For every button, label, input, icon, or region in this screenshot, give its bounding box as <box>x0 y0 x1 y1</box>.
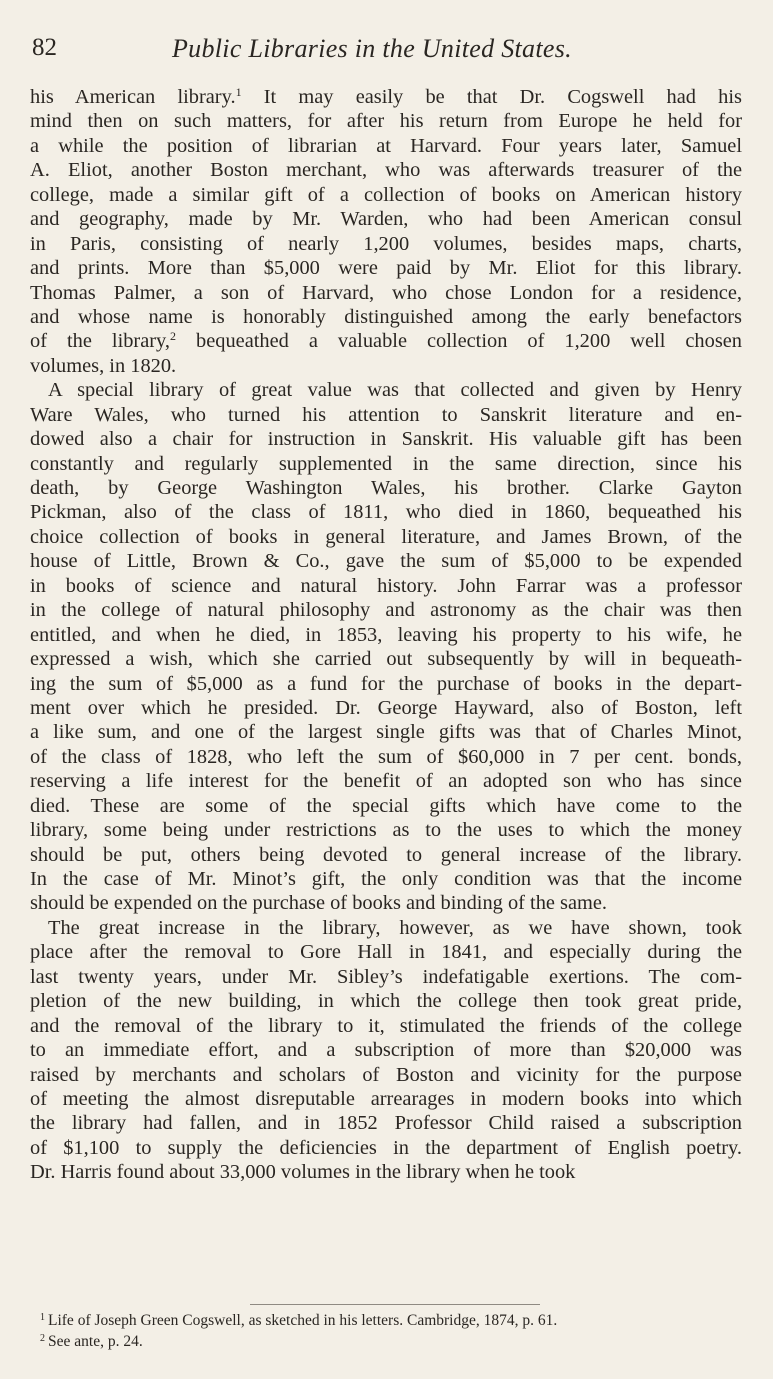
text-line: choice collection of books in general literature, and James Brown, of the <box>30 525 742 548</box>
text-line: and whose name is honorably distinguished among the early benefactors <box>30 305 742 328</box>
footnote-ref: 1 <box>235 85 242 99</box>
text-line: of the library,$^2$ bequeathed a valuable collection of 1,200 well chosen <box>30 329 743 353</box>
text-line: A special library of great value was that collected and given by Henry <box>48 379 742 402</box>
text-line: the library had fallen, and in 1852 Professor Child raised a subscription <box>30 1112 742 1135</box>
page-header <box>32 34 744 74</box>
text-line: Pickman, also of the class of 1811, who died in 1860, bequeathed his <box>30 501 742 524</box>
footnote <box>40 1310 740 1331</box>
text-line: expressed a wish, which she carried out subsequently by will in bequeath- <box>30 648 742 671</box>
text-line: in Paris, consisting of nearly 1,200 volumes, besides maps, charts, <box>30 232 742 255</box>
text-line: pletion of the new building, in which the college then took great pride, <box>30 990 742 1013</box>
text-line: in the college of natural philosophy and astronomy as the chair was then <box>30 599 742 622</box>
text-line: death, by George Washington Wales, his brother. Clarke Gayton <box>30 477 742 499</box>
body-text <box>30 85 742 1185</box>
text-line: a like sum, and one of the largest single gifts was that of Charles Minot, <box>30 721 742 744</box>
text-line: Dr. Harris found about 33,000 volumes in the library when he took <box>30 1161 576 1184</box>
text-line: volumes, in 1820. <box>30 354 177 377</box>
footnote <box>40 1331 740 1352</box>
footnote-rule <box>250 1304 540 1305</box>
running-title: Public Libraries in the United States. <box>172 34 572 63</box>
text-line: and prints. More than $5,000 were paid by Mr. Eliot for this library. <box>30 257 742 280</box>
text-line: of $1,100 to supply the deficiencies in the department of English poetry. <box>30 1136 742 1159</box>
text-line: a while the position of librarian at Harvard. Four years later, Samuel <box>30 134 742 157</box>
text-line: and geography, made by Mr. Warden, who had been American consul <box>30 208 742 231</box>
text-line: reserving a life interest for the benefit of an adopted son who has since <box>30 770 742 793</box>
text-line: in books of science and natural history. John Farrar was a professor <box>30 574 742 597</box>
text-line: mind then on such matters, for after his return from Europe he held for <box>30 110 742 133</box>
footnote-ref: 2 <box>170 329 177 344</box>
footnote-mark: 1 <box>40 1312 45 1323</box>
footnotes <box>40 1310 740 1352</box>
text-line: his American library.$^1$ It may easily be that Dr. Cogswell had his <box>30 85 742 108</box>
text-line: dowed also a chair for instruction in Sanskrit. His valuable gift has been <box>30 428 742 451</box>
text-line: college, made a similar gift of a collection of books on American history <box>30 183 742 206</box>
text-line: raised by merchants and scholars of Boston and vicinity for the purpose <box>30 1063 742 1086</box>
footnote-text: See ante, p. 24. <box>48 1333 143 1350</box>
text-line: The great increase in the library, however, as we have shown, took <box>48 916 742 939</box>
text-line: place after the removal to Gore Hall in 1841, and especially during the <box>30 941 742 964</box>
footnote-text: Life of Joseph Green Cogswell, as sketched in his letters. Cambridge, 1874, p. 61. <box>48 1312 558 1329</box>
text-line: In the case of Mr. Minot’s gift, the only condition was that the income <box>30 868 742 890</box>
text-line: Ware Wales, who turned his attention to Sanskrit literature and en- <box>30 403 742 426</box>
text-line: should be expended on the purchase of books and binding of the same. <box>30 892 608 915</box>
text-line: library, some being under restrictions as to the uses to which the money <box>30 819 742 842</box>
text-line: ing the sum of $5,000 as a fund for the purchase of books in the depart- <box>30 672 742 695</box>
text-line: ment over which he presided. Dr. George Hayward, also of Boston, left <box>30 696 742 719</box>
text-line: of the class of 1828, who left the sum of $60,000 in 7 per cent. bonds, <box>30 745 742 768</box>
text-line: died. These are some of the special gifts which have come to the <box>30 794 742 817</box>
text-line: entitled, and when he died, in 1853, leaving his property to his wife, he <box>30 623 742 646</box>
text-line: Thomas Palmer, a son of Harvard, who chose London for a residence, <box>30 281 742 304</box>
text-line: last twenty years, under Mr. Sibley’s indefatigable exertions. The com- <box>30 965 742 988</box>
text-line: house of Little, Brown & Co., gave the sum of $5,000 to be expended <box>30 550 742 573</box>
text-line: of meeting the almost disreputable arrearages in modern books into which <box>30 1087 742 1110</box>
text-line: constantly and regularly supplemented in the same direction, since his <box>30 452 742 475</box>
page-number: 82 <box>32 34 57 61</box>
text-line: A. Eliot, another Boston merchant, who was afterwards treasurer of the <box>30 159 742 182</box>
text-line: and the removal of the library to it, stimulated the friends of the college <box>30 1014 742 1037</box>
text-line: should be put, others being devoted to general increase of the library. <box>30 843 742 866</box>
text-line: to an immediate effort, and a subscription of more than $20,000 was <box>30 1039 742 1062</box>
footnote-mark: 2 <box>40 1333 45 1344</box>
